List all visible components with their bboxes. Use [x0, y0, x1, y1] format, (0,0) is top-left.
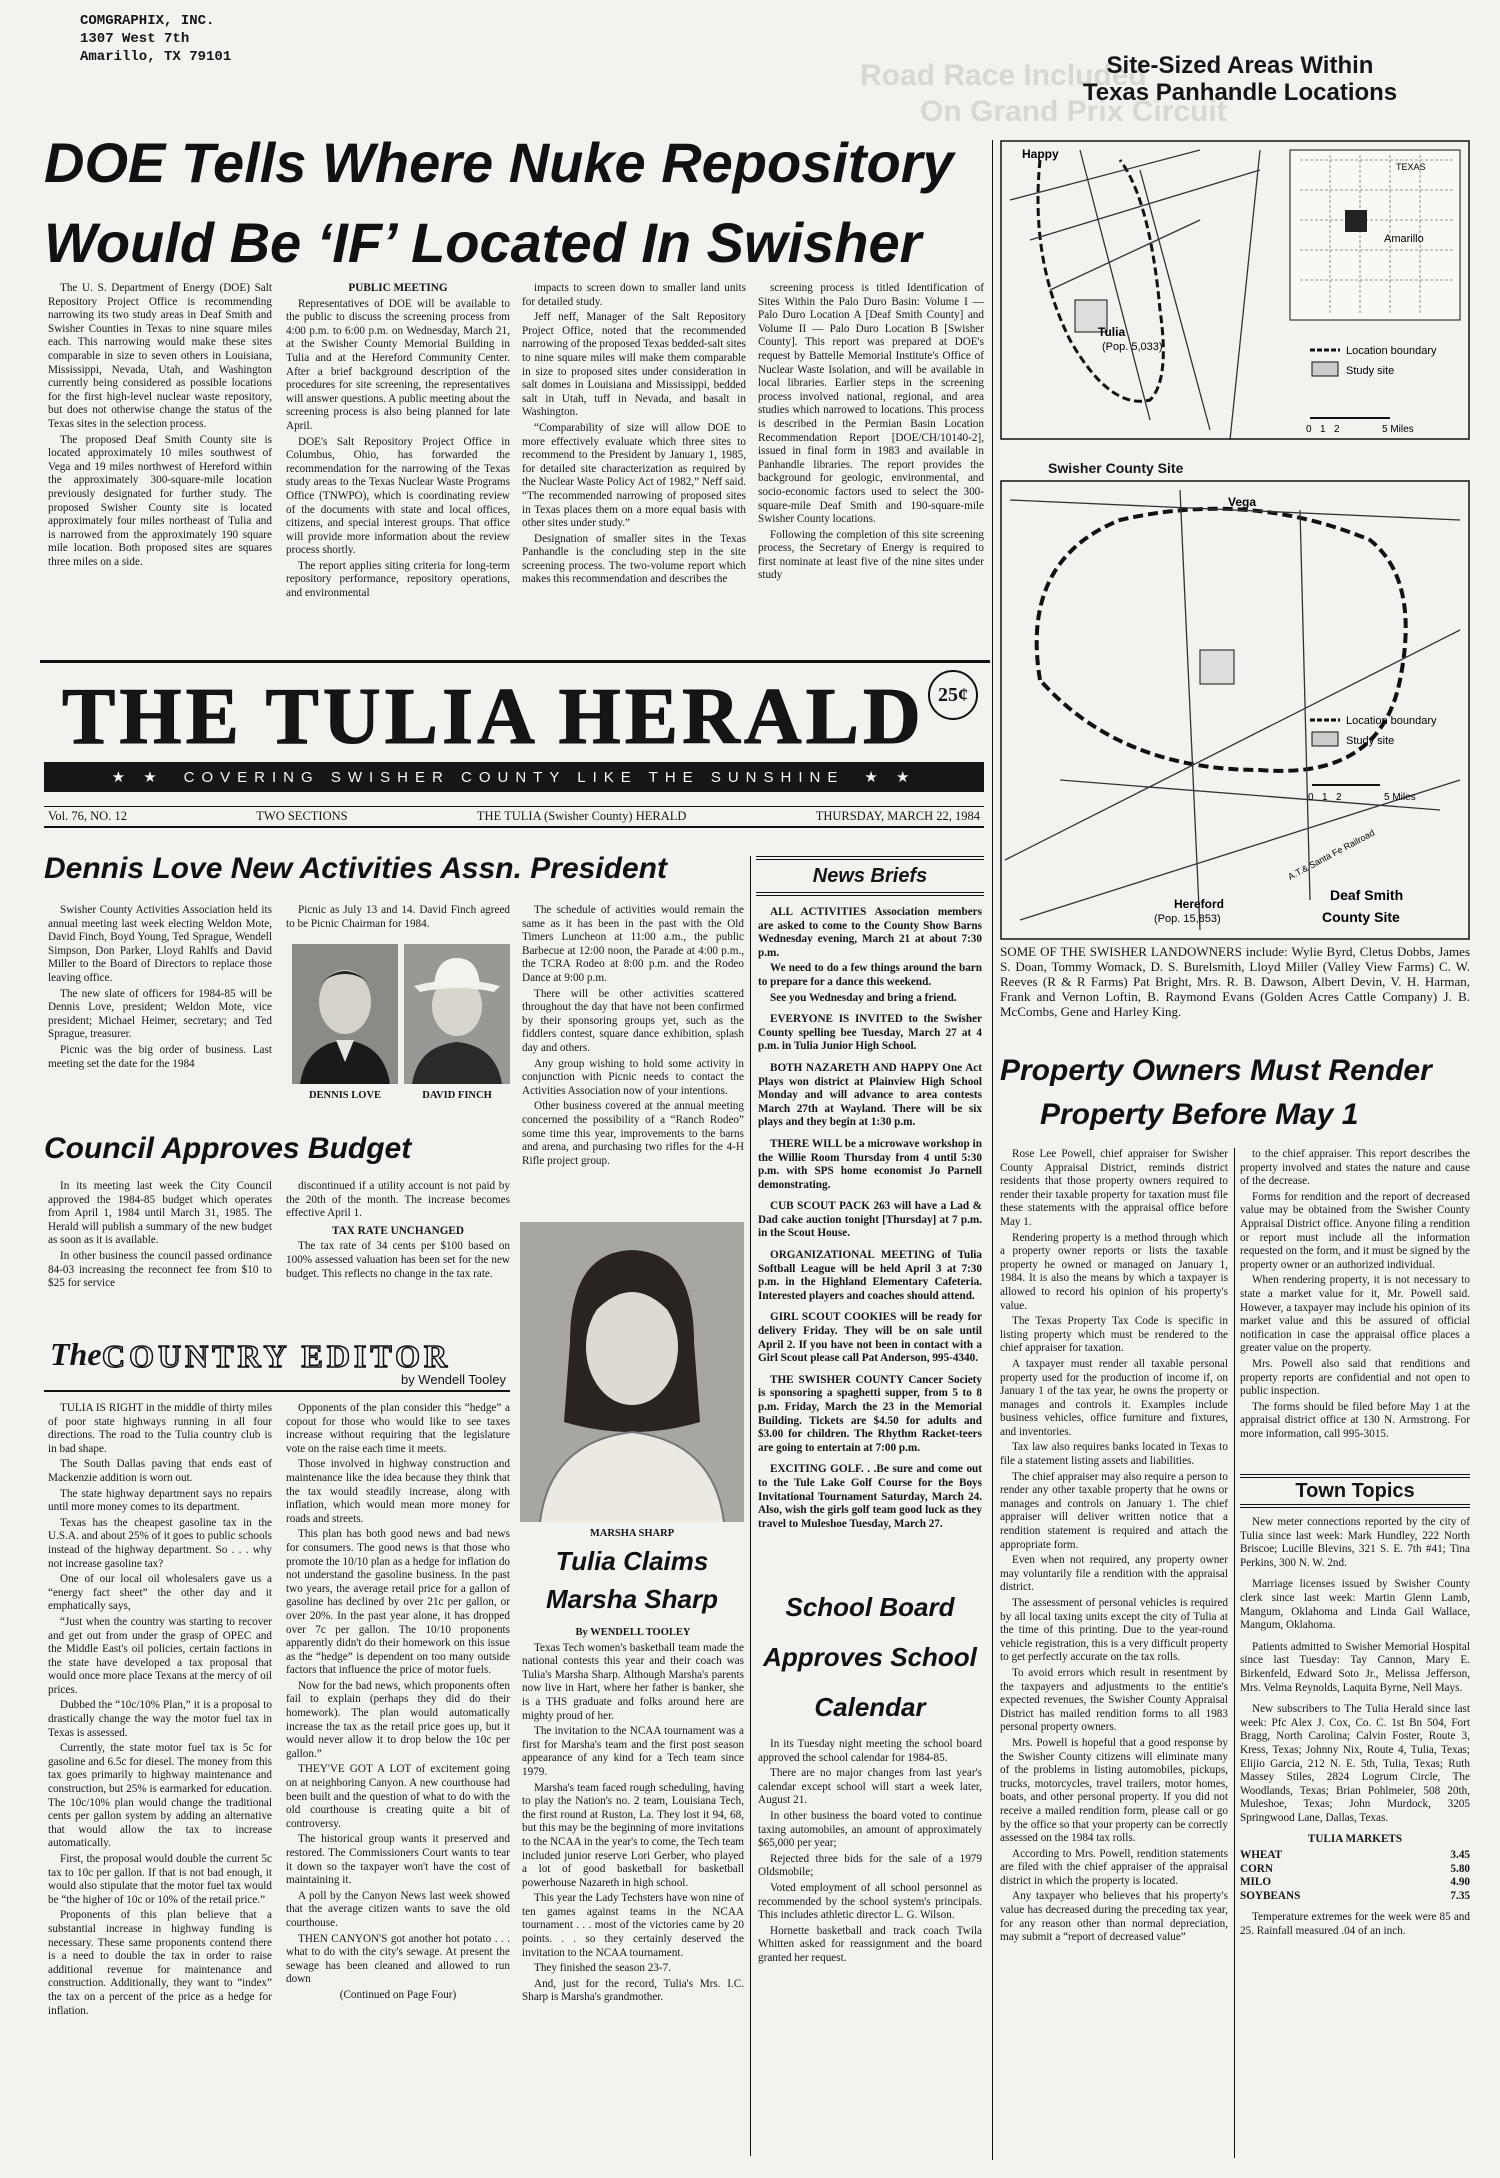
school-headline-line-3: Calendar [814, 1692, 926, 1722]
label-hereford: Hereford [1174, 897, 1225, 911]
sharp-byline: By WENDELL TOOLEY [575, 1627, 691, 1638]
dennis-c1-p2: The new slate of officers for 1984-85 will be Dennis Love, president; Weldon Mote, vice president; Michael Heimer, secretary; and Ted Sprague, treasurer. [48, 987, 272, 1041]
study-site-square-2 [1200, 650, 1234, 684]
editor-c1-p3: The state highway department says no repairs until more money comes to its department. [48, 1487, 272, 1514]
market-row [1240, 1876, 1470, 1890]
scale-5: 5 Miles [1382, 424, 1414, 435]
council-headline: Council Approves Budget [44, 1132, 412, 1165]
property-c1-p7: Even when not required, any property owner may voluntarily file a rendition with the appraisal district. [1000, 1554, 1228, 1594]
dennis-c1-p3: Picnic was the big order of business. Last meeting set the date for the 1984 [48, 1043, 272, 1070]
swisher-site-title: Swisher County Site [1048, 460, 1184, 476]
legend-boundary-label-2: Location boundary [1346, 715, 1437, 727]
editor-c2-p6: The historical group wants it preserved and restored. The Commissioners Court wants to tear it down so the taxpayer won't have the cost of maintaining it. [286, 1833, 510, 1887]
caption-dennis-love: DENNIS LOVE [308, 1090, 382, 1101]
label-santa-fe: A.T.& Santa Fe Railroad [1286, 827, 1377, 882]
editor-byline: by Wendell Tooley [400, 1372, 506, 1387]
doe-c3-p4: Designation of smaller sites in the Texas Panhandle is the concluding step in the site screening process. The two-volume report which makes this recommendation and describes the [522, 532, 746, 586]
scale-0: 0 [1306, 424, 1312, 435]
town-topics-title: Town Topics [1295, 1480, 1415, 1502]
brief-item: BOTH NAZARETH AND HAPPY One Act Plays won district at Plainview High School Monday and will advance to area contests March 27th at Wayland. There will be six plays and they begin at 1:30 p.m. [758, 1061, 982, 1129]
property-c1-p1: Rose Lee Powell, chief appraiser for Swisher County Appraisal District, reminds district residents that those property owners required to render their taxable property for taxation must file these statements with the appraisal office before May 1. [1000, 1148, 1228, 1228]
market-name: SOYBEANS [1240, 1889, 1301, 1902]
property-c1-p9: To avoid errors which result in resentment by the taxpayers and adjustments to the entitie's expected revenues, the Swisher County Appraisal District has mailed rendition forms to all 1983 personal property owners. [1000, 1666, 1228, 1734]
topic-item: Marriage licenses issued by Swisher County clerk since last week: Martin Glenn Lamb, Mangum, Oklahoma and Linda Gail Wallace, Mangum, Oklahoma. [1240, 1578, 1470, 1632]
doe-col-2 [286, 278, 510, 646]
map-title-line-2: Texas Panhandle Locations [1082, 79, 1398, 106]
news-briefs-title: News Briefs [812, 865, 928, 887]
doe-c4-p2: Following the completion of this site screening process, the Secretary of Energy is required to first nominate at least five of the nine sites under study [758, 528, 984, 582]
property-c2-p3: When rendering property, it is not necessary to state a market value for it, Mr. Powell said. However, a taxpayer may include his opinion of its market value and this be assured of official notification in case the appraisal office places a greater value on the property. [1240, 1274, 1470, 1355]
photo-dennis-love [292, 944, 398, 1084]
council-col-1 [48, 1180, 272, 1320]
slogan-star-left: ★ ★ [111, 769, 164, 786]
location-boundary-line [1038, 160, 1163, 401]
brief-item: THE SWISHER COUNTY Cancer Society is sponsoring a spaghetti supper, from 5 to 8 p.m. Friday, March the 23 in the Memorial Building. Tickets are $4.50 for adults and $3.00 for children. The Rhythm Racket-teers are going to entertain at 7:00 p.m. [758, 1373, 982, 1454]
legend-study-label-2: Study site [1346, 735, 1395, 747]
school-p5: Voted employment of all school personnel as recommended by the school system's principals. This includes athletic director L. G. Wilson. [758, 1881, 982, 1922]
editor-col-2 [286, 1402, 510, 2162]
sharp-headline-line-2: Marsha Sharp [546, 1584, 718, 1614]
topic-item: New subscribers to The Tulia Herald since last week: Pfc Alex J. Cox, Co. C. 1st Bn 504, Fort Bragg, North Carolina; Calvin Foster, Route 3, Kress, Texas; Johnny Nix, Route 4, Tulia, Texas; Elijio Garcia, 212 N. E. 5th, Tulia, Texas; Ruth Massey Stiles, 2824 Logrum Circle, The Woodlands, Texas; Brian Pohlmeier, 508 20th, Muleshoe, Texas; John Murdock, 3205 Springwood Lane, Dallas, Texas. [1240, 1703, 1470, 1824]
market-price: 5.80 [1450, 1862, 1470, 1875]
school-p2: There are no major changes from last year's calendar except school will start a week later, August 21. [758, 1767, 982, 1807]
country-editor-banner [44, 1332, 510, 1392]
property-c1-p10: Mrs. Powell is hopeful that a good response by the Swisher County citizens will eliminate many of the problems in listing automobiles, pickups, trucks, motorcycles, travel trailers, motor homes, boats, and other personal property. If you did not receive a mailed rendition form, please call or go by the office so that your property can be correctly assessed on the 1984 tax rolls. [1000, 1736, 1228, 1845]
market-row [1240, 1890, 1470, 1904]
brief-item: THERE WILL be a microwave workshop in the Willie Room Thursday from 4 until 5:30 p.m. with SPS home economist Jo Parnell demonstrating. [758, 1137, 982, 1191]
market-name: MILO [1240, 1876, 1272, 1889]
label-happy: Happy [1022, 147, 1059, 161]
property-c2-p5: The forms should be filed before May 1 at the appraisal district office at 130 N. Armstrong. For more information, call 995-3015. [1240, 1400, 1470, 1440]
doe-col-4 [758, 282, 984, 646]
dennis-c3-p4: Other business covered at the annual meeting concerned the possibility of a “Ranch Rodeo” some time this year, improvements to the barns and arena, and purchasing two rifles for the 4-H Rifle project group. [522, 1100, 744, 1167]
editor-c1-p9: First, the proposal would double the current 5c tax to 10c per gallon. If that is not bad enough, it would also stipulate that the motor fuel tax would be “the higher of 10c or 10% of the retail price.” [48, 1853, 272, 1906]
council-c2-p2: The tax rate of 34 cents per $100 based on 100% assessed valuation has been set for the new budget. This reflects no change in the tax rate. [286, 1240, 510, 1280]
doe-c2-p2: DOE's Salt Repository Project Office in Columbus, Ohio, has forwarded the recommendation for the narrowing of the Texas study areas to the Texas Nuclear Waste Programs Office (TNWPO), which is coordinating review of the documents with state and local offices, citizens, and special interest groups. That office will provide more information about the review process shortly. [286, 435, 510, 557]
editor-c1-p6: “Just when the country was starting to recover and get out from under the grasp of OPEC and the Middle East's oil policies, certain factions in the state have developed a tax proposal that would once more place Texans at the mercy of oil prices. [48, 1615, 272, 1696]
property-c1-p5: Tax law also requires banks located in Texas to file a statement listing assets and liabilities. [1000, 1441, 1228, 1468]
council-col-2 [286, 1180, 510, 1320]
portrait-woman-icon [520, 1222, 744, 1522]
editor-c2-p1: Opponents of the plan consider this “hedge” a copout for those who would like to see taxes increase without requiring that the legislature vote on the raise each time it meets. [286, 1402, 510, 1455]
brief-item: See you Wednesday and bring a friend. [770, 991, 957, 1004]
label-vega: Vega [1228, 495, 1257, 509]
caption-marsha-sharp: MARSHA SHARP [589, 1528, 675, 1539]
school-headline-line-2: Approves School [763, 1642, 977, 1672]
sharp-c1-p3: Marsha's team faced rough scheduling, having to play the Nation's no. 2 team, Louisiana Tech, the first round at Ruston, La. They lost it 94, 68, but this may be the beginning of more invitations to the NCAA in the year's to come, the Tech team included junior reserve Lori Gerber, who played a lot of good basketball for basketball powerhouse Nazareth in high school. [522, 1781, 744, 1889]
council-c2-sub: TAX RATE UNCHANGED [332, 1224, 464, 1237]
doe-c3-p2: Jeff neff, Manager of the Salt Repository Project Office, noted that the recommended narrowing of the proposed Texas bedded-salt sites to nine square miles will make them comparable in size to proposed sites under consideration in salt domes in Louisiana and Mississippi, bedded salt in Utah, tuff in Nevada, and basalt in Washington. [522, 311, 746, 419]
scale-b-1: 1 [1322, 792, 1328, 803]
editor-c2-p3: This plan has both good news and bad news for consumers. The good news is that those who promote the 10/10 plan as a hedge for inflation do not understand the gasoline business. In the past two years, the average retail price for a gallon of gasoline has declined by over 21c per gallon, or over 20%. In the past year alone, it has dropped over 7c per gallon. The 10/10 proponents apparently didn't do their homework on this issue as the “hedge” is dependent on too many outside factors that influence the price of motor fuels. [286, 1528, 510, 1677]
sharp-c1-p4: This year the Lady Techsters have won nine of ten games against teams in the NCAA tournament . . . most of the victories came by 20 points. . . so they certainly deserved the invitation to the NCAA tournament. [522, 1892, 744, 1959]
town-topics-header [1240, 1474, 1470, 1508]
dennis-c3-p1: The schedule of activities would remain the same as it has been in the past with the Old Timers Luncheon at 11:00 a.m., the public Barbecue at 12:00 noon, the Parade at 4:00 p.m., the TCRA Rodeo at 8:00 p.m. and the Rodeo Dance at 9:00 p.m. [522, 904, 744, 984]
market-price: 4.90 [1450, 1876, 1470, 1889]
rule-v-1 [992, 140, 993, 2160]
doe-c3-p1: impacts to screen down to smaller land units for detailed study. [522, 282, 746, 308]
property-headline-line-2: Property Before May 1 [1040, 1098, 1359, 1131]
doe-headline-line-2: Would Be ‘IF’ Located In Swisher [44, 211, 922, 274]
news-briefs-header [756, 856, 984, 896]
scale-b-5: 5 Miles [1384, 792, 1416, 803]
doe-col-3 [522, 282, 746, 646]
highway-lines [1010, 150, 1260, 440]
masthead-slogan-bar [44, 762, 984, 792]
portrait-cowboy-icon [404, 944, 510, 1084]
school-p6: Hornette basketball and track coach Twila Whitten asked for reassignment and the board granted her request. [758, 1924, 982, 1964]
doe-headline-line-1: DOE Tells Where Nuke Repository [44, 131, 954, 194]
editor-the: The [50, 1336, 102, 1372]
council-c1-p2: In other business the council passed ordinance 84-03 increasing the reconnect fee from $10 to $25 for service [48, 1249, 272, 1290]
brief-item: ALL ACTIVITIES Association members are asked to come to the County Show Barns Wednesday evening, March 21 at about 7:30 p.m. [758, 906, 982, 959]
volume-number: Vol. 76, NO. 12 [48, 809, 127, 823]
editor-c1-p2: The South Dallas paving that ends east of Mackenzie addition is worn out. [48, 1458, 272, 1484]
landowners-text: SOME OF THE SWISHER LANDOWNERS include: Wylie Byrd, Cletus Dobbs, James S. Doan, Tommy Womack, D. S. Burelsmith, Lloyd Miller (Valley View Farms) C. W. Reeves (R & R Farms) Pat Bright, Mrs. R. B. Dawson, Albert Devin, V. H. Harman, Frank and Vernon Loftin, B. Raymond Evans (Golden Acres Cattle Company) J. B. McCombs, Gene and Harley King. [1000, 944, 1470, 1019]
scale-1: 1 [1320, 424, 1326, 435]
address-line-1: COMGRAPHIX, INC. [80, 13, 215, 29]
property-headline-line-1: Property Owners Must Render [1000, 1054, 1432, 1087]
property-c1-p4: A taxpayer must render all taxable personal property used for the production of income if, on January 1 of the tax year, he owns the property or manages and controls it. Examples include business vehicles, office furniture and fixtures, and inventories. [1000, 1357, 1228, 1438]
price-label: 25¢ [938, 683, 968, 706]
editor-c2-p7: A poll by the Canyon News last week showed that the average citizen wants to save the old courthouse. [286, 1889, 510, 1929]
doe-c3-p3: “Comparability of size will allow DOE to more effectively evaluate which three sites to recommend to the President by January 1, 1985, for detailed site characterization as required by the Nuclear Waste Policy Act of 1982,” Neff said. “The recommended narrowing of proposed sites in Texas places them on a more equal basis with other sites under study.” [522, 421, 746, 530]
property-c2-p1: to the chief appraiser. This report describes the property involved and states the nature and cause of the decrease. [1240, 1148, 1470, 1188]
top-location-map [1000, 140, 1470, 440]
market-price: 3.45 [1450, 1849, 1470, 1862]
ghost-line-2: On Grand Prix Circuit [920, 95, 1227, 128]
masthead-title: THE TULIA HERALD [62, 673, 925, 761]
news-briefs-col [758, 906, 982, 1584]
property-c2-p4: Mrs. Powell also said that renditions and property reports are confidential and not open to public inspection. [1240, 1357, 1470, 1398]
paper-name: THE TULIA (Swisher County) HERALD [476, 809, 687, 823]
portrait-icon [292, 944, 398, 1084]
brief-item: EXCITING GOLF. . .Be sure and come out to the Tule Lake Golf Course for the Boys Invitational Tournament Saturday, March 24. Also, wish the girls golf team good luck as they travel to Muleshoe Tuesday, March 27. [758, 1463, 982, 1530]
masthead-info-row [44, 806, 984, 828]
dennis-c1-p1: Swisher County Activities Association held its annual meeting last week electing Weldon Mote, David Finch, Boyd Young, Ted Sprague, Wendell Simpson, Don Parker, Lloyd Rahlfs and David Miller to the Board of Directors to replace those leaving office. [48, 904, 272, 984]
property-col-1 [1000, 1148, 1228, 2162]
sharp-col-1 [522, 1626, 744, 2162]
brief-item: CUB SCOUT PACK 263 will have a Lad & Dad cake auction tonight [Thursday] at 7 p.m. in the Scout House. [758, 1200, 982, 1240]
doe-c2-p1: Representatives of DOE will be available to the public to discuss the screening process from 4:00 p.m. to 6:00 p.m. on Wednesday, March 21, at the Swisher County Memorial Building in Tulia and at the Hereford Community Center. After a brief background description of the procedures for site screening, the representatives will answer questions. A public meeting about the screening process is also being planned for late April. [286, 297, 510, 432]
school-col [758, 1738, 982, 2162]
market-row [1240, 1863, 1470, 1877]
property-c1-p2: Rendering property is a method through which a property owner reports or lists the taxable property he owned or managed on January 1, 1984. It is also the means by which a taxpayer is allowed to record his opinion of his property's value. [1000, 1231, 1228, 1312]
market-name: CORN [1240, 1862, 1273, 1875]
sharp-c1-p5: They finished the season 23-7. [534, 1962, 672, 1975]
address-line-2: 1307 West 7th [80, 31, 190, 47]
editor-c2-p4: Now for the bad news, which proponents often fail to explain (perhaps they did do their homework). The plan would automatically increase the tax as the retail price goes up, but it would never allow it to drop below the 10c per gallon.” [286, 1679, 510, 1760]
dennis-c3-p3: Any group wishing to hold some activity in conjunction with Picnic needs to contact the Activities Association now of your intentions. [522, 1057, 744, 1097]
sharp-c1-p6: And, just for the record, Tulia's Mrs. I.C. Sharp is Marsha's grandmother. [522, 1977, 744, 2004]
masthead-top-rule [40, 660, 990, 663]
scale-b-2: 2 [1336, 792, 1342, 803]
doe-c1-p2: The proposed Deaf Smith County site is located approximately 10 miles southwest of Vega and 19 miles northwest of Hereford within the approximately 300-square-mile location previously designated for further study. The proposed Swisher County site is located approximately four miles northeast of Tulia and is narrowed from the approximately 190 square mile location. Both proposed sites are squares three miles on a side. [48, 433, 272, 568]
masthead-price [928, 670, 978, 720]
school-p3: In other business the board voted to continue taxing automobiles, an amount of approximately $65,000 per year; [758, 1809, 982, 1850]
rule-v-3 [1234, 1148, 1235, 2158]
doe-c4-p1: screening process is titled Identification of Sites Within the Palo Duro Basin: Volume I — Palo Duro Location A [Deaf Smith County] and Volume II — Palo Duro Location B [Swisher County]. This report was prepared at DOE's request by Battelle Memorial Institute's Office of Nuclear Waste Isolation, and will be available in local libraries. Earlier steps in the screening process involved national, regional, and area studies which narrowed to locations. This process is described in the Permian Basin Location Recommendation Report [DOE/CH/10140-2], issued in final form in 1983 and available in Panhandle libraries. The report provides the background for geologic, environmental, and socio-economic factors used to select the 300-square-mile Deaf Smith and 190-square-mile Swisher County locations. [758, 282, 984, 526]
brief-item: We need to do a few things around the barn to prepare for a dance this weekend. [758, 962, 982, 988]
sharp-c1-p2: The invitation to the NCAA tournament was a first for Marsha's team and the first post season appearance of any kind for a Tech team since 1979. [522, 1725, 744, 1778]
doe-col-1 [48, 282, 272, 646]
legend-study-icon-2 [1312, 732, 1338, 746]
location-boundary-2 [1037, 509, 1406, 771]
label-deaf-smith-2: County Site [1322, 909, 1400, 925]
editor-c1-p1: TULIA IS RIGHT in the middle of thirty miles of poor state highways running in all four directions. The road to the Tulia country club is in bad shape. [48, 1402, 272, 1455]
dennis-c2-p1: Picnic as July 13 and 14. David Finch agreed to be Picnic Chairman for 1984. [286, 904, 510, 930]
scale-2: 2 [1334, 424, 1340, 435]
doe-c1-p1: The U. S. Department of Energy (DOE) Salt Repository Project Office is recommending narrowing its two study areas in Deaf Smith and Swisher Counties in Texas to nine square miles each. This narrowing would make these sites comparable in size to seven others in Louisiana, Mississippi, Nevada, Utah, and Washington currently being considered as possible locations for the first high-level nuclear waste repository, but does not otherwise change the status of the Texas sites in the selection process. [48, 282, 272, 430]
doe-c2-sub: PUBLIC MEETING [348, 282, 448, 294]
label-tulia-pop: (Pop. 5,033) [1102, 341, 1163, 353]
editor-c1-p5: One of our local oil wholesalers gave us a “energy fact sheet” the other day and it emphatically says, [48, 1573, 272, 1613]
council-c2-p1: discontinued if a utility account is not paid by the 20th of the month. The increase becomes effective April 1. [286, 1180, 510, 1220]
label-hereford-pop: (Pop. 15,853) [1154, 913, 1221, 925]
editor-c2-p5: THEY'VE GOT A LOT of excitement going on at neighboring Canyon. A new courthouse had been built and the question of what to do with the old courthouse is creating quite a bit of controversy. [286, 1763, 510, 1830]
editor-c2-p2: Those involved in highway construction and maintenance like the idea because they think that the tax would steadily increase, along with inflation, which would mean more money for roads and streets. [286, 1458, 510, 1525]
council-c1-p1: In its meeting last week the City Council approved the 1984-85 budget which operates from April 1, 1984 until March 31, 1985. The Herald will publish a summary of the new budget as soon as it is available. [48, 1180, 272, 1247]
legend-study-icon [1312, 362, 1338, 376]
photo-marsha-sharp [520, 1222, 744, 1522]
map-title [1010, 52, 1470, 106]
sharp-c1-p1: Texas Tech women's basketball team made the national contests this year and their coach was Tulia's Marsha Sharp. Although Marsha's parents now live in Hart, where her father is banker, she is a THS graduate and folks around here are mighty proud of her. [522, 1641, 744, 1722]
sharp-headline-line-1: Tulia Claims [555, 1546, 709, 1576]
editor-c1-p8: Currently, the state motor fuel tax is 5c for gasoline and 6.5c for diesel. The money from this tax goes primarily to highway maintenance and construction, but 25% is earmarked for education. The 10c/10% plan would change the traditional cents per gallon system by adding an alternative that would allow the tax to increase automatically. [48, 1742, 272, 1850]
property-c1-p11: According to Mrs. Powell, rendition statements are filed with the chief appraiser of the appraisal district in which the property is located. [1000, 1847, 1228, 1887]
school-headline-line-1: School Board [785, 1592, 955, 1622]
school-p4: Rejected three bids for the sale of a 1979 Oldsmobile; [758, 1852, 982, 1879]
slogan-star-right: ★ ★ [864, 769, 917, 786]
address-line-3: Amarillo, TX 79101 [80, 49, 232, 65]
property-c1-p8: The assessment of personal vehicles is required by all local taxing units except the city of Tulia at the time of this printing. Due to the year-round vehicle registration, this is a very difficult property to get perfectly accurate on the tax rolls. [1000, 1597, 1228, 1664]
label-tulia: Tulia [1098, 325, 1126, 339]
property-col-2 [1240, 1148, 1470, 1468]
editor-title: COUNTRY EDITOR [102, 1338, 452, 1374]
label-texas: TEXAS [1396, 162, 1426, 172]
label-amarillo: Amarillo [1384, 233, 1424, 245]
doe-c2-p3: The report applies siting criteria for long-term repository performance, repository operations, and environmental [286, 559, 510, 600]
legend-study-label: Study site [1346, 365, 1395, 377]
address-label [80, 12, 231, 66]
sections-count: TWO SECTIONS [256, 809, 348, 823]
rule-v-2 [750, 856, 751, 2156]
map-title-line-1: Site-Sized Areas Within [1106, 52, 1374, 79]
markets-title: TULIA MARKETS [1307, 1833, 1403, 1846]
ghost-line-1: Road Race Included [860, 59, 1147, 92]
property-c1-p3: The Texas Property Tax Code is specific in listing property which must be rendered to the chief appraiser for taxation. [1000, 1315, 1228, 1355]
dennis-headline: Dennis Love New Activities Assn. President [44, 852, 667, 885]
market-row [1240, 1849, 1470, 1863]
school-p1: In its Tuesday night meeting the school board approved the school calendar for 1984-85. [758, 1738, 982, 1764]
inset-map [1290, 150, 1460, 320]
issue-date: THURSDAY, MARCH 22, 1984 [815, 809, 980, 823]
scale-b-0: 0 [1308, 792, 1314, 803]
topic-item: New meter connections reported by the city of Tulia since last week: Mark Hundley, 222 North Briscoe; Lucille Blevins, 321 S. E. 7th #41; Tina Perkins, 300 N. W. 2nd. [1240, 1516, 1470, 1569]
brief-item: GIRL SCOUT COOKIES will be ready for delivery Friday. They will be on sale until April 2. If you have not been in contact with a Girl Scout please call Pat Anderson, 995-4340. [758, 1311, 982, 1365]
property-c1-p12: Any taxpayer who believes that his property's value has decreased during the preceding tax year, for any reason other than normal depreciation, may submit a “report of decreased value” [1000, 1890, 1228, 1944]
editor-c1-p10: Proponents of this plan believe that a substantial increase in highway funding is necessary. These same proponents contend there is a need to double the tax in order to raise additional revenue for maintenance and construction. Additionally, they want to “index” the tax on a percent of the price as a hedge for inflation. [48, 1909, 272, 2017]
dennis-c3-p2: There will be other activities scattered throughout the day that have not been confirmed by their sponsoring groups yet, such as the fiddlers contest, square dance exhibition, splash day and others. [522, 987, 744, 1054]
legend-boundary-label: Location boundary [1346, 345, 1437, 357]
dennis-col-3 [522, 904, 744, 1204]
dennis-col-2 [286, 904, 510, 934]
market-price: 7.35 [1450, 1889, 1470, 1902]
brief-item: ORGANIZATIONAL MEETING of Tulia Softball League will be held April 3 at 7:30 p.m. in the Highland Elementary Cafeteria. Interested players and coaches should attend. [758, 1249, 982, 1302]
property-c1-p6: The chief appraiser may also require a person to render any other taxable property that he owns or manages and controls on January 1. The chief appraiser will deliver written notice that a rendition statement is required and attach the appropriate form. [1000, 1470, 1228, 1551]
slogan-text: COVERING SWISHER COUNTY LIKE THE SUNSHINE [183, 768, 845, 786]
property-c2-p2: Forms for rendition and the report of decreased value may be obtained from the Swisher County Appraisal District office. Anyone filing a rendition or report must include all the information requested on the form, and it must be signed by the property owner or an authorized individual. [1240, 1190, 1470, 1271]
editor-continued: (Continued on Page Four) [339, 1988, 457, 2001]
caption-david-finch: DAVID FINCH [422, 1090, 492, 1101]
temperature-note: Temperature extremes for the week were 85 and 25. Rainfall measured .04 of an inch. [1240, 1911, 1470, 1938]
editor-c1-p7: Dubbed the “10c/10% Plan,” it is a proposal to drastically change the way the motor fuel tax in Texas is assessed. [48, 1699, 272, 1739]
dennis-col-1 [48, 904, 272, 1126]
photo-david-finch [404, 944, 510, 1084]
editor-c2-p8: THEN CANYON'S got another hot potato . . . what to do with the city's sewage. At present the sewage has been cleaned and allowed to run down [286, 1932, 510, 1986]
topic-item: Patients admitted to Swisher Memorial Hospital since last Tuesday: Tay Cannon, Mary E. Birkenfeld, Edward Soto Jr., Melissa Jefferson, Mrs. Velma Reynolds, Laquita Byrne, Nell Mays. [1240, 1640, 1470, 1694]
inset-highlight [1345, 210, 1367, 232]
editor-c1-p4: Texas has the cheapest gasoline tax in the U.S.A. and about 25% of it goes to public schools instead of the highway department. So . . . why not increase gasoline tax? [48, 1516, 272, 1570]
label-deaf-smith-1: Deaf Smith [1330, 887, 1404, 903]
market-name: WHEAT [1240, 1849, 1283, 1862]
brief-item: EVERYONE IS INVITED to the Swisher County spelling bee Tuesday, March 27 at 4 p.m. in Tulia Junior High School. [758, 1013, 982, 1053]
editor-col-1 [48, 1402, 272, 2162]
deaf-smith-map [1000, 480, 1470, 940]
town-topics-col [1240, 1516, 1470, 2162]
